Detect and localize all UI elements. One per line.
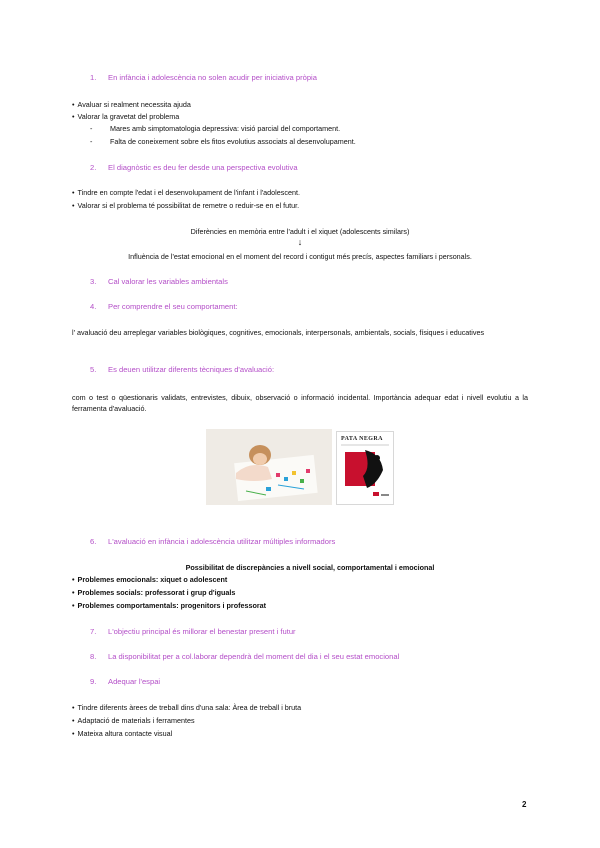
discrepancies-title: Possibilitat de discrepàncies a nivell social, comportamental i emocional [185,563,435,572]
heading-9 [90,677,160,687]
bullet-item: • Valorar la gravetat del problema [72,112,179,121]
heading-number: 3. [90,277,97,286]
book-illustration-icon [337,432,393,504]
dash-item: - Falta de coneixement sobre els fitos evolutius associats al desenvolupament. [90,137,356,146]
bullet-item: • Tindre en compte l'edat i el desenvolupament de l'infant i l'adolescent. [72,188,300,197]
heading-text: L'avaluació en infància i adolescència utilitzar múltiples informadors [108,537,336,546]
heading-number: 6. [90,537,97,546]
bullet-item: • Problemes comportamentals: progenitors i professorat [72,601,266,610]
heading-text: Adequar l'espai [108,677,161,686]
heading-1 [90,73,317,83]
heading-5 [90,365,274,375]
heading-text: L'objectiu principal és millorar el benestar present i futur [108,627,296,636]
child-drawing-icon [206,429,332,505]
heading-text: Per comprendre el seu comportament: [108,302,238,311]
heading-number: 2. [90,163,97,172]
bullet-item: • Valorar si el problema té possibilitat de remetre o reduir-se en el futur. [72,201,299,210]
heading-2 [90,163,298,173]
bullet-item: • Tindre diferents àrees de treball dins d'una sala: Àrea de treball i bruta [72,703,301,712]
heading-text: La disponibilitat per a col.laborar dependrà del moment del dia i el seu estat emocional [108,652,400,661]
heading-4 [90,302,238,312]
down-arrow: ↓ [297,237,303,247]
child-playing-photo [206,429,332,505]
heading-text: En infància i adolescència no solen acudir per iniciativa pròpia [108,73,317,82]
dash-item: - Mares amb simptomatologia depressiva: visió parcial del comportament. [90,124,341,133]
paragraph: l' avaluació deu arreplegar variables biològiques, cognitives, emocionals, interpersonals, ambientals, socials, físiques i educatives [72,328,485,337]
heading-7 [90,627,296,637]
heading-number: 7. [90,627,97,636]
memory-title: Diferències en memòria entre l'adult i el xiquet (adolescents similars) [190,227,410,236]
heading-8 [90,652,399,662]
paragraph: com o test o qüestionaris validats, entrevistes, dibuix, observació o informació incidental. Importància adequar edat i nivell evolutiu a la ferramenta d'avaluació. [72,393,528,413]
heading-text: Es deuen utilitzar diferents tècniques d'avaluació: [108,365,275,374]
pata-negra-book-cover [336,431,394,505]
heading-6 [90,537,335,547]
heading-number: 9. [90,677,97,686]
heading-number: 8. [90,652,97,661]
heading-number: 1. [90,73,97,82]
heading-number: 4. [90,302,97,311]
heading-text: Cal valorar les variables ambientals [108,277,228,286]
bullet-item: • Problemes emocionals: xiquet o adolescent [72,575,227,584]
bullet-item: • Avaluar si realment necessita ajuda [72,100,191,109]
book-title: PATA NEGRA [341,436,383,442]
heading-text: El diagnòstic es deu fer desde una perspectiva evolutiva [108,163,298,172]
memory-line: Influència de l'estat emocional en el moment del record i contigut més precís, aspectes familiars i personals. [128,252,472,261]
bullet-item: • Mateixa altura contacte visual [72,729,172,738]
page-number: 2 [522,800,527,809]
heading-number: 5. [90,365,97,374]
bullet-item: • Adaptació de materials i ferramentes [72,716,195,725]
bullet-item: • Problemes socials: professorat i grup d'iguals [72,588,235,597]
heading-3 [90,277,228,287]
